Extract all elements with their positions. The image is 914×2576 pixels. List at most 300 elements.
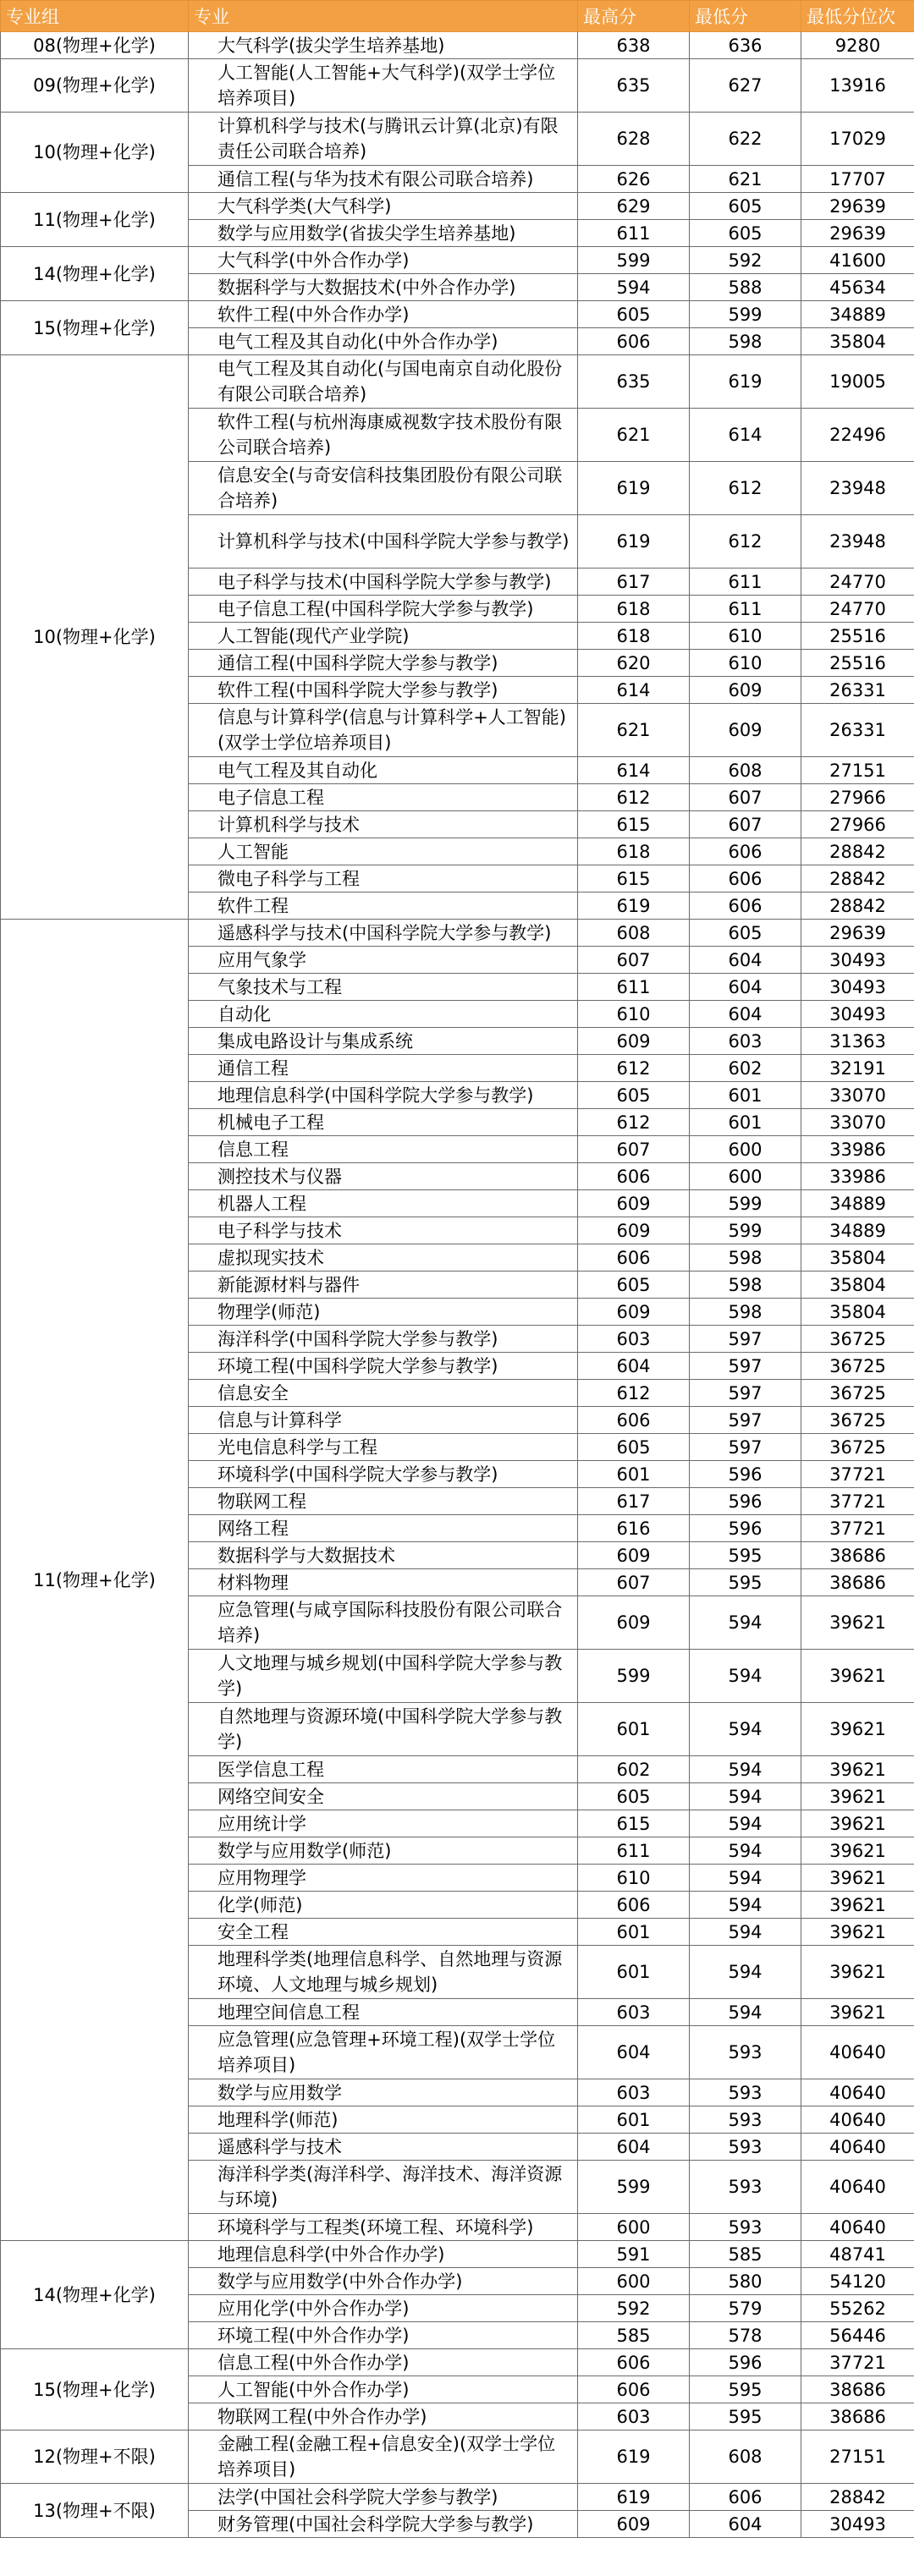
- min-rank-cell: 29639: [801, 193, 914, 220]
- major-cell: 地理科学(师范): [189, 2106, 578, 2134]
- min-score-cell: 595: [690, 1569, 801, 1596]
- min-rank-cell: 39621: [801, 1810, 914, 1837]
- min-rank-cell: 32191: [801, 1055, 914, 1082]
- max-score-cell: 615: [578, 1810, 690, 1837]
- min-score-cell: 594: [690, 1650, 801, 1703]
- min-score-cell: 594: [690, 1756, 801, 1783]
- max-score-cell: 599: [578, 1650, 690, 1703]
- max-score-cell: 603: [578, 1999, 690, 2026]
- major-cell: 电子信息工程(中国科学院大学参与教学): [189, 596, 578, 623]
- major-cell: 自然地理与资源环境(中国科学院大学参与教学): [189, 1703, 578, 1756]
- min-score-cell: 604: [690, 2511, 801, 2538]
- min-rank-cell: 33070: [801, 1109, 914, 1136]
- min-rank-cell: 26331: [801, 704, 914, 757]
- major-cell: 软件工程(与杭州海康威视数字技术股份有限公司联合培养): [189, 409, 578, 462]
- min-rank-cell: 22496: [801, 409, 914, 462]
- major-cell: 人工智能(现代产业学院): [189, 623, 578, 650]
- min-rank-cell: 39621: [801, 1892, 914, 1919]
- min-rank-cell: 39621: [801, 1703, 914, 1756]
- major-cell: 环境工程(中国科学院大学参与教学): [189, 1353, 578, 1380]
- min-rank-cell: 39621: [801, 1596, 914, 1650]
- max-score-cell: 626: [578, 166, 690, 193]
- min-score-cell: 594: [690, 1892, 801, 1919]
- major-cell: 微电子科学与工程: [189, 865, 578, 893]
- min-score-cell: 597: [690, 1434, 801, 1461]
- major-cell: 医学信息工程: [189, 1756, 578, 1783]
- min-rank-cell: 38686: [801, 1542, 914, 1569]
- max-score-cell: 602: [578, 1756, 690, 1783]
- min-rank-cell: 48741: [801, 2241, 914, 2268]
- max-score-cell: 610: [578, 1001, 690, 1028]
- min-rank-cell: 40640: [801, 2026, 914, 2079]
- max-score-cell: 605: [578, 301, 690, 328]
- header-row: [1, 1, 914, 32]
- min-rank-cell: 27966: [801, 784, 914, 811]
- major-cell: 应急管理(应急管理+环境工程)(双学士学位培养项目): [189, 2026, 578, 2079]
- min-rank-cell: 28842: [801, 838, 914, 865]
- min-rank-cell: 36725: [801, 1380, 914, 1407]
- group-cell: 15(物理+化学): [1, 2349, 189, 2430]
- major-cell: 电子科学与技术: [189, 1217, 578, 1244]
- major-cell: 信息与计算科学: [189, 1407, 578, 1434]
- max-score-cell: 609: [578, 1542, 690, 1569]
- major-cell: 数学与应用数学(中外合作办学): [189, 2268, 578, 2295]
- min-score-cell: 595: [690, 2403, 801, 2430]
- min-rank-cell: 23948: [801, 515, 914, 568]
- min-rank-cell: 41600: [801, 247, 914, 274]
- max-score-cell: 611: [578, 974, 690, 1001]
- min-score-cell: 604: [690, 974, 801, 1001]
- max-score-cell: 609: [578, 1596, 690, 1650]
- header-min-rank: 最低分位次: [801, 1, 914, 32]
- max-score-cell: 606: [578, 2349, 690, 2376]
- max-score-cell: 603: [578, 1326, 690, 1353]
- min-score-cell: 597: [690, 1407, 801, 1434]
- max-score-cell: 601: [578, 1703, 690, 1756]
- major-cell: 电气工程及其自动化: [189, 757, 578, 784]
- max-score-cell: 619: [578, 462, 690, 515]
- major-cell: 地理空间信息工程: [189, 1999, 578, 2026]
- major-cell: 材料物理: [189, 1569, 578, 1596]
- major-cell: 计算机科学与技术: [189, 811, 578, 838]
- group-cell: 12(物理+不限): [1, 2430, 189, 2484]
- group-cell: 14(物理+化学): [1, 247, 189, 301]
- min-score-cell: 601: [690, 1082, 801, 1109]
- min-rank-cell: 38686: [801, 2376, 914, 2403]
- major-cell: 测控技术与仪器: [189, 1163, 578, 1190]
- min-score-cell: 594: [690, 1837, 801, 1865]
- min-rank-cell: 54120: [801, 2268, 914, 2295]
- major-cell: 人工智能(中外合作办学): [189, 2376, 578, 2403]
- table-row: [1, 59, 914, 113]
- min-score-cell: 598: [690, 1299, 801, 1326]
- min-score-cell: 608: [690, 2430, 801, 2484]
- min-rank-cell: 28842: [801, 865, 914, 893]
- min-rank-cell: 40640: [801, 2079, 914, 2106]
- table-row: [1, 355, 914, 409]
- min-score-cell: 610: [690, 623, 801, 650]
- max-score-cell: 609: [578, 2511, 690, 2538]
- max-score-cell: 591: [578, 2241, 690, 2268]
- major-cell: 应用统计学: [189, 1810, 578, 1837]
- min-rank-cell: 27966: [801, 811, 914, 838]
- min-rank-cell: 38686: [801, 2403, 914, 2430]
- min-score-cell: 595: [690, 2376, 801, 2403]
- min-rank-cell: 36725: [801, 1326, 914, 1353]
- min-score-cell: 585: [690, 2241, 801, 2268]
- major-cell: 地理科学类(地理信息科学、自然地理与资源环境、人文地理与城乡规划): [189, 1946, 578, 1999]
- max-score-cell: 609: [578, 1190, 690, 1217]
- min-rank-cell: 36725: [801, 1407, 914, 1434]
- min-score-cell: 627: [690, 59, 801, 113]
- min-score-cell: 588: [690, 274, 801, 301]
- max-score-cell: 599: [578, 247, 690, 274]
- major-cell: 电气工程及其自动化(中外合作办学): [189, 328, 578, 355]
- min-rank-cell: 36725: [801, 1353, 914, 1380]
- min-rank-cell: 24770: [801, 596, 914, 623]
- max-score-cell: 603: [578, 2403, 690, 2430]
- table-row: [1, 301, 914, 328]
- major-cell: 安全工程: [189, 1919, 578, 1946]
- table-row: [1, 193, 914, 220]
- major-cell: 大气科学类(大气科学): [189, 193, 578, 220]
- max-score-cell: 603: [578, 2079, 690, 2106]
- min-rank-cell: 29639: [801, 220, 914, 247]
- major-cell: 网络工程: [189, 1515, 578, 1542]
- group-cell: 08(物理+化学): [1, 32, 189, 59]
- max-score-cell: 606: [578, 1407, 690, 1434]
- major-cell: 通信工程(与华为技术有限公司联合培养): [189, 166, 578, 193]
- major-cell: 物联网工程: [189, 1488, 578, 1515]
- min-rank-cell: 39621: [801, 1837, 914, 1865]
- min-rank-cell: 34889: [801, 1217, 914, 1244]
- major-cell: 数学与应用数学(师范): [189, 1837, 578, 1865]
- min-score-cell: 593: [690, 2079, 801, 2106]
- max-score-cell: 619: [578, 2430, 690, 2484]
- min-rank-cell: 27151: [801, 2430, 914, 2484]
- min-score-cell: 611: [690, 568, 801, 596]
- table-row: [1, 113, 914, 166]
- min-score-cell: 607: [690, 811, 801, 838]
- major-cell: 物联网工程(中外合作办学): [189, 2403, 578, 2430]
- min-score-cell: 598: [690, 1244, 801, 1272]
- major-cell: 数据科学与大数据技术(中外合作办学): [189, 274, 578, 301]
- min-rank-cell: 9280: [801, 32, 914, 59]
- max-score-cell: 609: [578, 1028, 690, 1055]
- min-score-cell: 606: [690, 893, 801, 920]
- min-score-cell: 600: [690, 1136, 801, 1163]
- major-cell: 信息工程: [189, 1136, 578, 1163]
- min-rank-cell: 30493: [801, 2511, 914, 2538]
- min-rank-cell: 17707: [801, 166, 914, 193]
- max-score-cell: 610: [578, 1865, 690, 1892]
- min-score-cell: 605: [690, 220, 801, 247]
- max-score-cell: 609: [578, 1299, 690, 1326]
- max-score-cell: 618: [578, 596, 690, 623]
- min-score-cell: 599: [690, 301, 801, 328]
- major-cell: 法学(中国社会科学院大学参与教学): [189, 2484, 578, 2511]
- min-score-cell: 614: [690, 409, 801, 462]
- min-score-cell: 579: [690, 2295, 801, 2322]
- min-score-cell: 611: [690, 596, 801, 623]
- min-score-cell: 602: [690, 1055, 801, 1082]
- min-rank-cell: 38686: [801, 1569, 914, 1596]
- min-score-cell: 593: [690, 2134, 801, 2161]
- max-score-cell: 612: [578, 784, 690, 811]
- max-score-cell: 614: [578, 757, 690, 784]
- major-cell: 遥感科学与技术(中国科学院大学参与教学): [189, 920, 578, 947]
- max-score-cell: 606: [578, 2376, 690, 2403]
- max-score-cell: 619: [578, 515, 690, 568]
- major-cell: 网络空间安全: [189, 1783, 578, 1810]
- min-rank-cell: 29639: [801, 920, 914, 947]
- min-score-cell: 612: [690, 462, 801, 515]
- max-score-cell: 617: [578, 568, 690, 596]
- max-score-cell: 600: [578, 2214, 690, 2241]
- max-score-cell: 604: [578, 1353, 690, 1380]
- min-score-cell: 598: [690, 328, 801, 355]
- min-rank-cell: 35804: [801, 1244, 914, 1272]
- min-rank-cell: 39621: [801, 1783, 914, 1810]
- max-score-cell: 585: [578, 2322, 690, 2349]
- max-score-cell: 611: [578, 1837, 690, 1865]
- major-cell: 应用气象学: [189, 947, 578, 974]
- table-row: [1, 2484, 914, 2511]
- min-score-cell: 601: [690, 1109, 801, 1136]
- min-rank-cell: 23948: [801, 462, 914, 515]
- min-rank-cell: 37721: [801, 1515, 914, 1542]
- max-score-cell: 635: [578, 355, 690, 409]
- max-score-cell: 608: [578, 920, 690, 947]
- table-row: [1, 2430, 914, 2484]
- min-score-cell: 578: [690, 2322, 801, 2349]
- max-score-cell: 592: [578, 2295, 690, 2322]
- major-cell: 应用化学(中外合作办学): [189, 2295, 578, 2322]
- major-cell: 人文地理与城乡规划(中国科学院大学参与教学): [189, 1650, 578, 1703]
- max-score-cell: 606: [578, 1163, 690, 1190]
- max-score-cell: 615: [578, 811, 690, 838]
- major-cell: 数据科学与大数据技术: [189, 1542, 578, 1569]
- max-score-cell: 617: [578, 1488, 690, 1515]
- min-rank-cell: 25516: [801, 650, 914, 677]
- min-rank-cell: 55262: [801, 2295, 914, 2322]
- table-row: [1, 2349, 914, 2376]
- major-cell: 物理学(师范): [189, 1299, 578, 1326]
- min-rank-cell: 56446: [801, 2322, 914, 2349]
- min-rank-cell: 26331: [801, 677, 914, 704]
- group-cell: 13(物理+不限): [1, 2484, 189, 2538]
- min-score-cell: 607: [690, 784, 801, 811]
- min-score-cell: 636: [690, 32, 801, 59]
- min-rank-cell: 35804: [801, 328, 914, 355]
- max-score-cell: 594: [578, 274, 690, 301]
- major-cell: 大气科学(拔尖学生培养基地): [189, 32, 578, 59]
- major-cell: 软件工程: [189, 893, 578, 920]
- min-rank-cell: 28842: [801, 893, 914, 920]
- max-score-cell: 609: [578, 1217, 690, 1244]
- max-score-cell: 601: [578, 2106, 690, 2134]
- min-score-cell: 621: [690, 166, 801, 193]
- major-cell: 通信工程: [189, 1055, 578, 1082]
- min-score-cell: 597: [690, 1326, 801, 1353]
- min-rank-cell: 39621: [801, 1919, 914, 1946]
- min-score-cell: 603: [690, 1028, 801, 1055]
- max-score-cell: 605: [578, 1434, 690, 1461]
- min-rank-cell: 24770: [801, 568, 914, 596]
- group-cell: 14(物理+化学): [1, 2241, 189, 2349]
- min-rank-cell: 40640: [801, 2161, 914, 2214]
- min-rank-cell: 39621: [801, 1999, 914, 2026]
- major-cell: 人工智能(人工智能+大气科学)(双学士学位培养项目): [189, 59, 578, 113]
- max-score-cell: 621: [578, 409, 690, 462]
- major-cell: 应用物理学: [189, 1865, 578, 1892]
- max-score-cell: 612: [578, 1380, 690, 1407]
- max-score-cell: 600: [578, 2268, 690, 2295]
- min-rank-cell: 35804: [801, 1272, 914, 1299]
- table-row: [1, 920, 914, 947]
- min-score-cell: 593: [690, 2026, 801, 2079]
- min-score-cell: 606: [690, 2484, 801, 2511]
- major-cell: 环境工程(中外合作办学): [189, 2322, 578, 2349]
- major-cell: 虚拟现实技术: [189, 1244, 578, 1272]
- min-score-cell: 593: [690, 2106, 801, 2134]
- min-rank-cell: 39621: [801, 1756, 914, 1783]
- header-major: 专业: [189, 1, 578, 32]
- table-row: [1, 2241, 914, 2268]
- min-rank-cell: 40640: [801, 2106, 914, 2134]
- major-cell: 软件工程(中国科学院大学参与教学): [189, 677, 578, 704]
- major-cell: 地理信息科学(中外合作办学): [189, 2241, 578, 2268]
- min-score-cell: 594: [690, 1783, 801, 1810]
- min-score-cell: 594: [690, 1703, 801, 1756]
- major-cell: 海洋科学类(海洋科学、海洋技术、海洋资源与环境): [189, 2161, 578, 2214]
- min-score-cell: 605: [690, 920, 801, 947]
- min-rank-cell: 35804: [801, 1299, 914, 1326]
- min-rank-cell: 17029: [801, 113, 914, 166]
- major-cell: 集成电路设计与集成系统: [189, 1028, 578, 1055]
- min-rank-cell: 40640: [801, 2134, 914, 2161]
- min-rank-cell: 33986: [801, 1163, 914, 1190]
- max-score-cell: 619: [578, 2484, 690, 2511]
- max-score-cell: 606: [578, 1892, 690, 1919]
- header-max-score: 最高分: [578, 1, 690, 32]
- min-score-cell: 619: [690, 355, 801, 409]
- min-rank-cell: 33986: [801, 1136, 914, 1163]
- min-rank-cell: 30493: [801, 1001, 914, 1028]
- max-score-cell: 607: [578, 947, 690, 974]
- min-score-cell: 599: [690, 1217, 801, 1244]
- min-rank-cell: 37721: [801, 1488, 914, 1515]
- min-rank-cell: 39621: [801, 1650, 914, 1703]
- min-score-cell: 604: [690, 947, 801, 974]
- min-score-cell: 609: [690, 704, 801, 757]
- max-score-cell: 607: [578, 1569, 690, 1596]
- major-cell: 计算机科学与技术(中国科学院大学参与教学): [189, 515, 578, 568]
- min-score-cell: 596: [690, 2349, 801, 2376]
- max-score-cell: 601: [578, 1919, 690, 1946]
- major-cell: 通信工程(中国科学院大学参与教学): [189, 650, 578, 677]
- max-score-cell: 619: [578, 893, 690, 920]
- min-rank-cell: 33070: [801, 1082, 914, 1109]
- min-score-cell: 594: [690, 1946, 801, 1999]
- min-score-cell: 606: [690, 865, 801, 893]
- min-score-cell: 596: [690, 1515, 801, 1542]
- max-score-cell: 616: [578, 1515, 690, 1542]
- max-score-cell: 620: [578, 650, 690, 677]
- max-score-cell: 629: [578, 193, 690, 220]
- max-score-cell: 606: [578, 1244, 690, 1272]
- major-cell: 机械电子工程: [189, 1109, 578, 1136]
- major-cell: 金融工程(金融工程+信息安全)(双学士学位培养项目): [189, 2430, 578, 2484]
- min-score-cell: 610: [690, 650, 801, 677]
- max-score-cell: 605: [578, 1082, 690, 1109]
- min-rank-cell: 45634: [801, 274, 914, 301]
- min-score-cell: 606: [690, 838, 801, 865]
- major-cell: 新能源材料与器件: [189, 1272, 578, 1299]
- min-score-cell: 598: [690, 1272, 801, 1299]
- major-cell: 遥感科学与技术: [189, 2134, 578, 2161]
- max-score-cell: 599: [578, 2161, 690, 2214]
- min-rank-cell: 30493: [801, 947, 914, 974]
- min-score-cell: 597: [690, 1353, 801, 1380]
- max-score-cell: 618: [578, 838, 690, 865]
- major-cell: 计算机科学与技术(与腾讯云计算(北京)有限责任公司联合培养): [189, 113, 578, 166]
- min-score-cell: 596: [690, 1488, 801, 1515]
- min-score-cell: 609: [690, 677, 801, 704]
- major-cell: 财务管理(中国社会科学院大学参与教学): [189, 2511, 578, 2538]
- max-score-cell: 638: [578, 32, 690, 59]
- min-score-cell: 593: [690, 2161, 801, 2214]
- min-rank-cell: 31363: [801, 1028, 914, 1055]
- min-score-cell: 594: [690, 1919, 801, 1946]
- group-cell: 11(物理+化学): [1, 920, 189, 2241]
- min-rank-cell: 39621: [801, 1946, 914, 1999]
- max-score-cell: 601: [578, 1461, 690, 1488]
- group-cell: 15(物理+化学): [1, 301, 189, 355]
- major-cell: 环境科学与工程类(环境工程、环境科学): [189, 2214, 578, 2241]
- max-score-cell: 611: [578, 220, 690, 247]
- major-cell: 电子科学与技术(中国科学院大学参与教学): [189, 568, 578, 596]
- major-cell: 信息与计算科学(信息与计算科学+人工智能)(双学士学位培养项目): [189, 704, 578, 757]
- max-score-cell: 601: [578, 1946, 690, 1999]
- max-score-cell: 614: [578, 677, 690, 704]
- major-cell: 光电信息科学与工程: [189, 1434, 578, 1461]
- group-cell: 11(物理+化学): [1, 193, 189, 247]
- min-score-cell: 593: [690, 2214, 801, 2241]
- min-score-cell: 594: [690, 1810, 801, 1837]
- major-cell: 海洋科学(中国科学院大学参与教学): [189, 1326, 578, 1353]
- max-score-cell: 612: [578, 1109, 690, 1136]
- major-cell: 软件工程(中外合作办学): [189, 301, 578, 328]
- min-score-cell: 612: [690, 515, 801, 568]
- major-cell: 人工智能: [189, 838, 578, 865]
- min-score-cell: 594: [690, 1596, 801, 1650]
- major-cell: 信息工程(中外合作办学): [189, 2349, 578, 2376]
- min-rank-cell: 37721: [801, 1461, 914, 1488]
- max-score-cell: 606: [578, 328, 690, 355]
- major-cell: 化学(师范): [189, 1892, 578, 1919]
- min-rank-cell: 34889: [801, 1190, 914, 1217]
- min-score-cell: 604: [690, 1001, 801, 1028]
- table-row: [1, 32, 914, 59]
- min-rank-cell: 28842: [801, 2484, 914, 2511]
- max-score-cell: 612: [578, 1055, 690, 1082]
- major-cell: 自动化: [189, 1001, 578, 1028]
- major-cell: 地理信息科学(中国科学院大学参与教学): [189, 1082, 578, 1109]
- major-cell: 电气工程及其自动化(与国电南京自动化股份有限公司联合培养): [189, 355, 578, 409]
- min-score-cell: 605: [690, 193, 801, 220]
- min-rank-cell: 36725: [801, 1434, 914, 1461]
